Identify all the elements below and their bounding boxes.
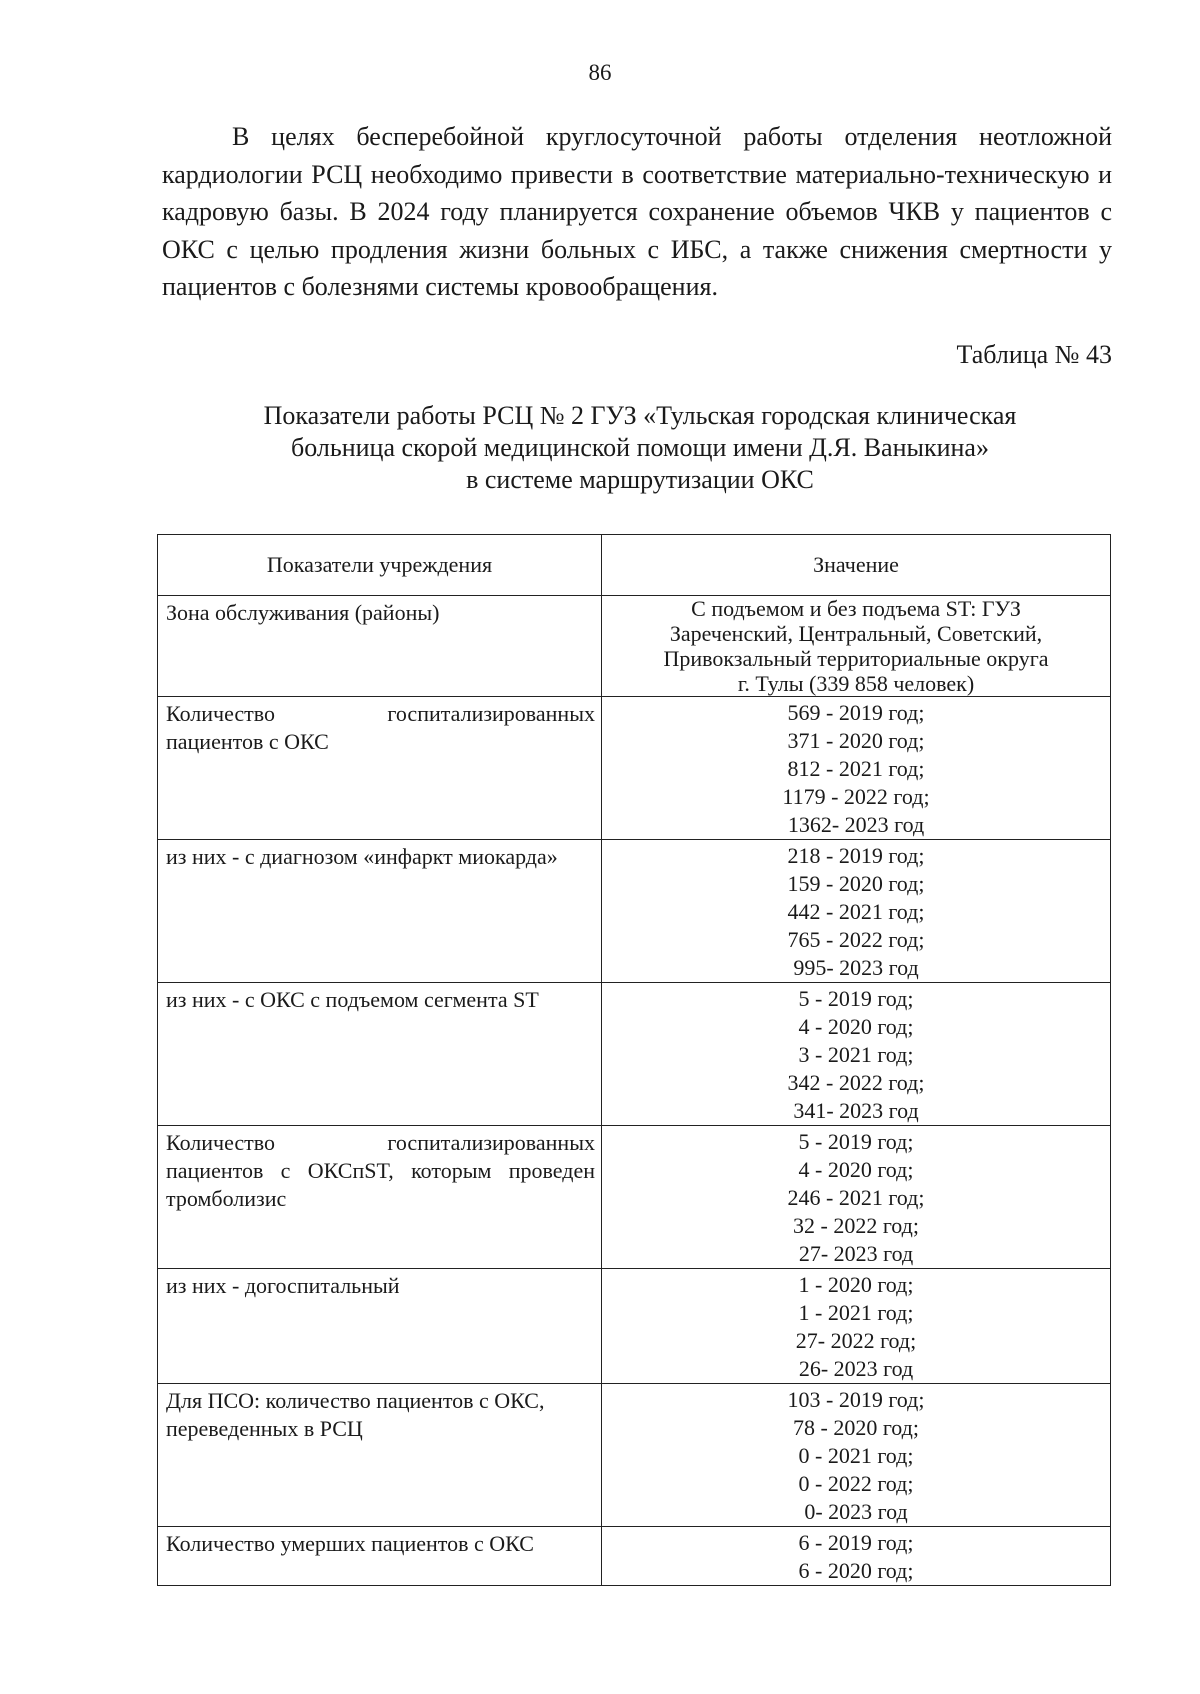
label-line: переведенных в РСЦ <box>166 1416 363 1441</box>
value-line: 6 - 2019 год; <box>798 1530 914 1555</box>
value-line: 26- 2023 год <box>798 1356 914 1381</box>
value-line: 0 - 2021 год; <box>798 1443 914 1468</box>
row-value <box>602 596 1111 697</box>
table-header-row <box>158 535 1111 596</box>
table-title-line: Показатели работы РСЦ № 2 ГУЗ «Тульская городская клиническая <box>263 401 1017 430</box>
row-label <box>158 1269 602 1384</box>
row-value <box>602 1527 1111 1586</box>
value-line: 4 - 2020 год; <box>798 1157 914 1182</box>
row-label <box>158 1527 602 1586</box>
header-value: Значение <box>602 535 1111 596</box>
label-line: пациентов с ОКС <box>166 729 329 754</box>
value-line: 569 - 2019 год; <box>787 700 925 725</box>
header-indicators: Показатели учреждения <box>158 535 602 596</box>
label-line: Количество госпитализированных <box>166 701 595 726</box>
intro-paragraph: В целях бесперебойной круглосуточной работы отделения неотложной кардиологии РСЦ необходимо привести в соответствие материально-техническую и кадровую базы. В 2024 году планируется сохранение объемов ЧКВ у пациентов с ОКС с целью продления жизни больных с ИБС, а также снижения смертности у пациентов с болезнями системы кровообращения. <box>162 122 1112 301</box>
table-title <box>180 400 1100 496</box>
value-line: 5 - 2019 год; <box>798 986 914 1011</box>
row-label <box>158 697 602 840</box>
table-row <box>158 596 1111 697</box>
value-line: 1 - 2020 год; <box>798 1272 914 1297</box>
value-line: Зареченский, Центральный, Советский, <box>669 621 1043 646</box>
label-line: из них - с диагнозом «инфаркт миокарда» <box>166 844 558 869</box>
label-line: из них - с ОКС с подъемом сегмента ST <box>166 987 539 1012</box>
table-row <box>158 1384 1111 1527</box>
value-line: 0- 2023 год <box>804 1499 908 1524</box>
label-line: Количество госпитализированных <box>166 1130 595 1155</box>
value-line: 371 - 2020 год; <box>787 728 925 753</box>
value-line: 0 - 2022 год; <box>798 1471 914 1496</box>
table-row <box>158 1527 1111 1586</box>
value-line: 995- 2023 год <box>793 955 919 980</box>
row-label <box>158 596 602 697</box>
value-line: 341- 2023 год <box>793 1098 919 1123</box>
row-value <box>602 697 1111 840</box>
table-title-line: в системе маршрутизации ОКС <box>466 465 814 494</box>
table-row <box>158 697 1111 840</box>
table-row <box>158 840 1111 983</box>
value-line: 1179 - 2022 год; <box>782 784 930 809</box>
table-number-label: Таблица № 43 <box>956 340 1112 369</box>
table-row <box>158 983 1111 1126</box>
label-line: Для ПСО: количество пациентов с ОКС, <box>166 1388 545 1413</box>
value-line: 32 - 2022 год; <box>793 1213 919 1238</box>
value-line: 765 - 2022 год; <box>787 927 925 952</box>
page-number: 86 <box>588 60 612 85</box>
value-line: 103 - 2019 год; <box>787 1387 925 1412</box>
value-line: 27- 2022 год; <box>795 1328 917 1353</box>
row-value <box>602 983 1111 1126</box>
row-value <box>602 1384 1111 1527</box>
row-value <box>602 840 1111 983</box>
value-line: 442 - 2021 год; <box>787 899 925 924</box>
table-row <box>158 1269 1111 1384</box>
row-label <box>158 840 602 983</box>
label-line: тромболизис <box>166 1186 287 1211</box>
label-line: Количество умерших пациентов с ОКС <box>166 1531 534 1556</box>
value-line: 5 - 2019 год; <box>798 1129 914 1154</box>
label-line: Зона обслуживания (районы) <box>166 600 440 625</box>
value-line: 1 - 2021 год; <box>798 1300 914 1325</box>
value-line: 218 - 2019 год; <box>787 843 925 868</box>
value-line: 3 - 2021 год; <box>798 1042 914 1067</box>
table-title-line: больница скорой медицинской помощи имени Д.Я. Ваныкина» <box>291 433 989 462</box>
value-line: 6 - 2020 год; <box>798 1558 914 1583</box>
value-line: 4 - 2020 год; <box>798 1014 914 1039</box>
label-line: пациентов с ОКСпST, которым проведен <box>166 1158 595 1183</box>
value-line: С подъемом и без подъема ST: ГУЗ <box>691 596 1021 621</box>
value-line: 159 - 2020 год; <box>787 871 925 896</box>
value-line: Привокзальный территориальные округа <box>663 646 1049 671</box>
label-line: из них - догоспитальный <box>166 1273 400 1298</box>
value-line: 1362- 2023 год <box>787 812 925 837</box>
row-value <box>602 1269 1111 1384</box>
row-label <box>158 1384 602 1527</box>
value-line: 78 - 2020 год; <box>793 1415 919 1440</box>
value-line: 812 - 2021 год; <box>787 756 925 781</box>
table-row <box>158 1126 1111 1269</box>
row-label <box>158 983 602 1126</box>
value-line: 342 - 2022 год; <box>787 1070 925 1095</box>
indicators-table <box>157 534 1111 1586</box>
row-value <box>602 1126 1111 1269</box>
value-line: 246 - 2021 год; <box>787 1185 925 1210</box>
row-label <box>158 1126 602 1269</box>
value-line: г. Тулы (339 858 человек) <box>737 671 975 696</box>
value-line: 27- 2023 год <box>798 1241 914 1266</box>
